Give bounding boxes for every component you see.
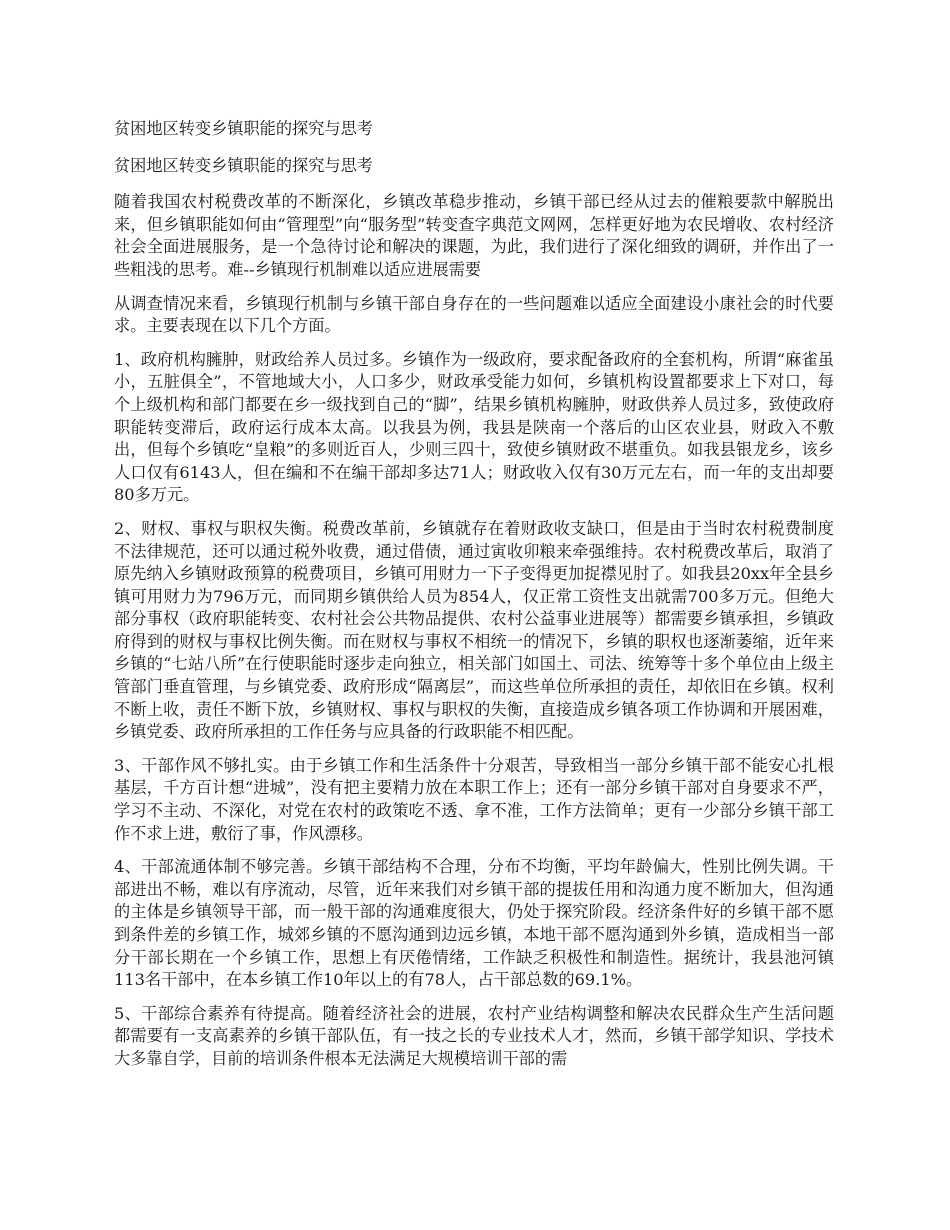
document-subtitle: 贫困地区转变乡镇职能的探究与思考 (114, 155, 373, 175)
document-title: 贫困地区转变乡镇职能的探究与思考 (114, 119, 373, 138)
paragraph-point-3: 3、干部作风不够扎实。由于乡镇工作和生活条件十分艰苦，导致相当一部分乡镇干部不能安心扎根基层，千方百计想“进城”，没有把主要精力放在本职工作上；还有一部分乡镇干部对自身要求不严，学习不主动、不深化，对党在农村的政策吃不透、拿不准，工作方法简单；更有一少部分乡镇干部工作不求上进，敷衍了事，作风漂移。 (114, 755, 834, 843)
document-page (114, 118, 834, 1082)
paragraph-point-2: 2、财权、事权与职权失衡。税费改革前，乡镇就存在着财政收支缺口，但是由于当时农村税费制度不法律规范，还可以通过税外收费，通过借债，通过寅收卯粮来牵强维持。农村税费改革后，取消了原先纳入乡镇财政预算的税费项目，乡镇可用财力一下子变得更加捉襟见肘了。如我县20xx年全县乡镇可用财力为796万元，而同期乡镇供给人员为854人，仅正常工资性支出就需700多万元。但绝大部分事权（政府职能转变、农村社会公共物品提供、农村公益事业进展等）都需要乡镇承担，乡镇政府得到的财权与事权比例失衡。而在财权与事权不相统一的情况下，乡镇的职权也逐渐萎缩，近年来乡镇的“七站八所”在行使职能时逐步走向独立，相关部门如国土、司法、统筹等十多个单位由上级主管部门垂直管理，与乡镇党委、政府形成“隔离层”，而这些单位所承担的责任，却依旧在乡镇。权利不断上收，责任不断下放，乡镇财权、事权与职权的失衡，直接造成乡镇各项工作协调和开展困难，乡镇党委、政府所承担的工作任务与应具备的行政职能不相匹配。 (114, 518, 834, 742)
paragraph-point-5: 5、干部综合素养有待提高。随着经济社会的进展，农村产业结构调整和解决农民群众生产生活问题都需要有一支高素养的乡镇干部队伍，有一技之长的专业技术人才，然而，乡镇干部学知识、学技术大多靠自学，目前的培训条件根本无法满足大规模培训干部的需 (114, 1003, 834, 1068)
paragraph-intro: 随着我国农村税费改革的不断深化，乡镇改革稳步推动，乡镇干部已经从过去的催粮要款中解脱出来，但乡镇职能如何由“管理型”向“服务型”转变查字典范文网网，怎样更好地为农民增收、农村经济社会全面进展服务，是一个急待讨论和解决的课题，为此，我们进行了深化细致的调研，并作出了一些粗浅的思考。难--乡镇现行机制难以适应进展需要 (114, 192, 834, 279)
paragraph-survey: 从调查情况来看，乡镇现行机制与乡镇干部自身存在的一些问题难以适应全面建设小康社会的时代要求。主要表现在以下几个方面。 (114, 293, 834, 336)
paragraph-point-4: 4、干部流通体制不够完善。乡镇干部结构不合理，分布不均衡，平均年龄偏大，性别比例失调。干部进出不畅，难以有序流动，尽管，近年来我们对乡镇干部的提拔任用和沟通力度不断加大，但沟通的主体是乡镇领导干部，而一般干部的沟通难度很大，仍处于探究阶段。经济条件好的乡镇干部不愿到条件差的乡镇工作，城郊乡镇的不愿沟通到边远乡镇，本地干部不愿沟通到外乡镇，造成相当一部分干部长期在一个乡镇工作，思想上有厌倦情绪，工作缺乏积极性和制造性。据统计，我县池河镇113名干部中，在本乡镇工作10年以上的有78人，占干部总数的69.1%。 (114, 857, 834, 990)
paragraph-point-1: 1、政府机构臃肿，财政给养人员过多。乡镇作为一级政府，要求配备政府的全套机构，所谓“麻雀虽小，五脏俱全”，不管地域大小，人口多少，财政承受能力如何，乡镇机构设置都要求上下对口，每个上级机构和部门都要在乡一级找到自己的“脚”，结果乡镇机构臃肿，财政供养人员过多，致使政府职能转变滞后，政府运行成本太高。以我县为例，我县是陕南一个落后的山区农业县，财政入不敷出，但每个乡镇吃“皇粮”的多则近百人，少则三四十，致使乡镇财政不堪重负。如我县银龙乡，该乡人口仅有6143人，但在编和不在编干部却多达71人；财政收入仅有30万元左右，而一年的支出却要80多万元。 (114, 349, 834, 505)
